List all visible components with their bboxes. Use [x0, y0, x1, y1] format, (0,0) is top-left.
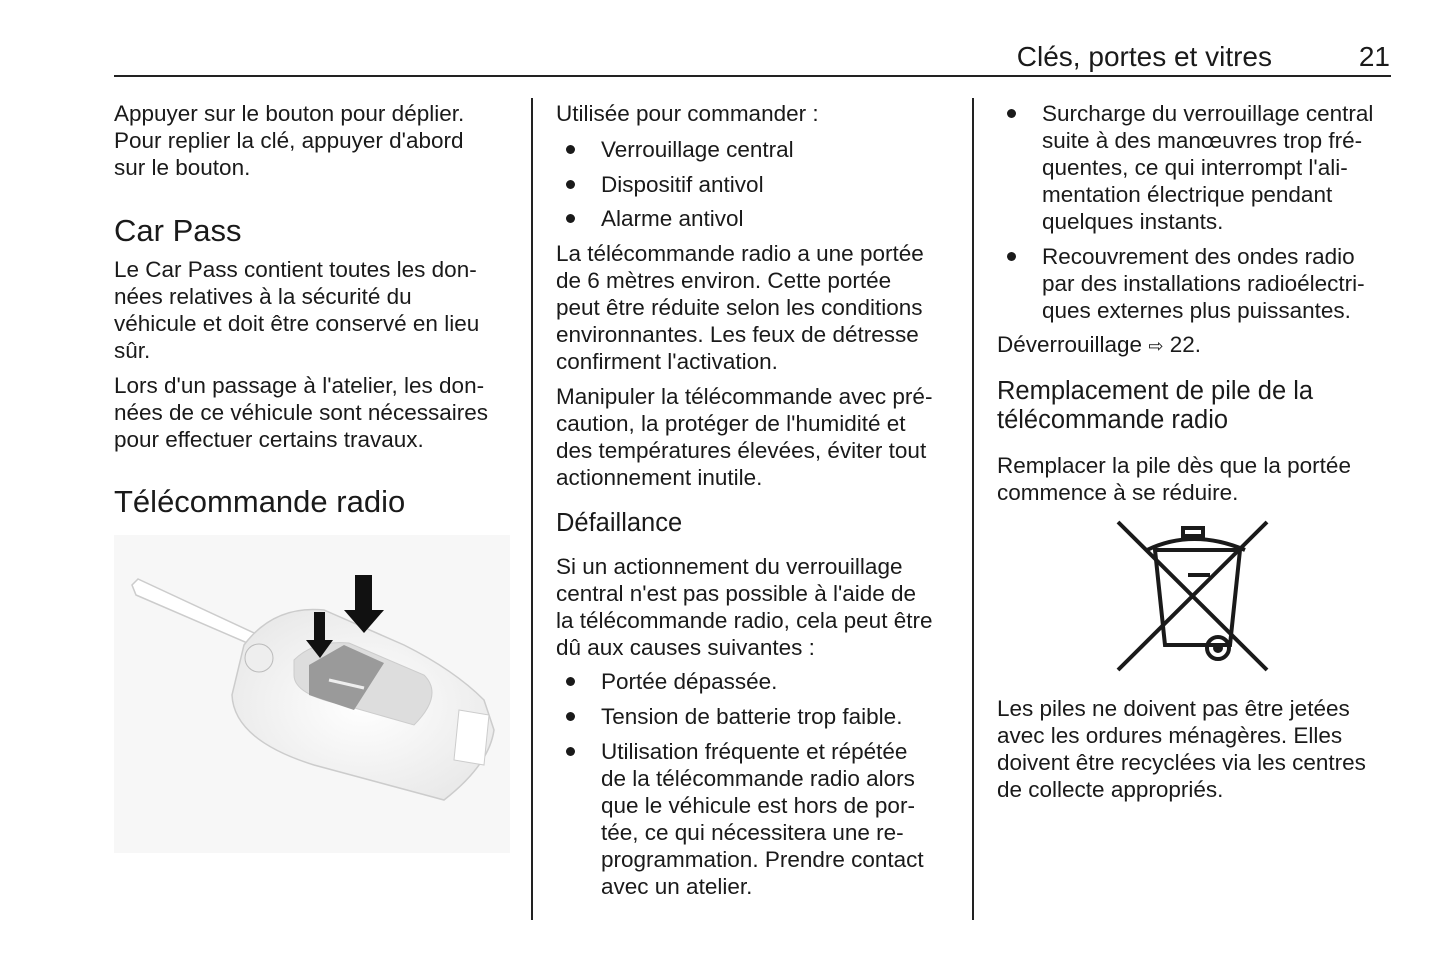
car-pass-paragraph: Le Car Pass contient toutes les don- nées relatives à la sécurité du véhicule et doit être conservé en lieu sûr.: [114, 257, 480, 363]
care-paragraph: Manipuler la télécommande avec pré- caution, la protéger de l'humidité et des températures élevées, éviter tout actionnement inutile.: [556, 384, 933, 490]
list-item: Utilisation fréquente et répétée de la télécommande radio alors que le véhicule est hors de por- tée, ce qui nécessitera une re- programmation. Prendre contact avec un atelier.: [556, 738, 924, 900]
disposal-paragraph: Les piles ne doivent pas être jetées avec les ordures ménagères. Elles doivent être recyclées via les centres de collecte appropriés.: [997, 696, 1366, 802]
intro-paragraph: Appuyer sur le bouton pour déplier. Pour replier la clé, appuyer d'abord sur le bouton.: [114, 101, 465, 180]
crossed-out-bin-icon: [1115, 520, 1271, 672]
list-item: Tension de batterie trop faible.: [556, 703, 902, 730]
unlock-reference-page: 22.: [1169, 332, 1201, 357]
column-divider: [531, 98, 533, 920]
fault-heading: Défaillance: [556, 509, 683, 537]
unlock-reference-label: Déverrouillage: [997, 332, 1143, 357]
car-pass-paragraph: Lors d'un passage à l'atelier, les don- nées de ce véhicule sont nécessaires pour effectuer certains travaux.: [114, 373, 488, 452]
list-item: Surcharge du verrouillage central suite à des manœuvres trop fré- quentes, ce qui interrompt l'ali- mentation électrique pendant quelques instants.: [997, 100, 1373, 235]
remote-control-heading: Télécommande radio: [114, 484, 406, 519]
column-divider: [972, 98, 974, 920]
list-item: Verrouillage central: [556, 136, 794, 163]
range-paragraph: La télécommande radio a une portée de 6 mètres environ. Cette portée peut être réduite selon les conditions environnantes. Les feux de détresse confirment l'activation.: [556, 241, 924, 374]
unlock-reference[interactable]: [997, 331, 1201, 360]
used-for-label: Utilisée pour commander :: [556, 101, 819, 126]
battery-paragraph: Remplacer la pile dès que la portée commence à se réduire.: [997, 453, 1351, 505]
header-rule: [114, 75, 1391, 77]
chapter-title: Clés, portes et vitres: [1016, 41, 1272, 72]
battery-replacement-heading: Remplacement de pile de la télécommande radio: [997, 377, 1314, 434]
arrow-right-icon: ⇨: [1148, 336, 1164, 356]
list-item: Dispositif antivol: [556, 171, 764, 198]
car-pass-heading: Car Pass: [114, 213, 242, 248]
list-item: Recouvrement des ondes radio par des installations radioélectri- ques externes plus puissantes.: [997, 243, 1365, 324]
page-number: 21: [1358, 41, 1390, 72]
key-fob-illustration: [114, 535, 510, 853]
list-item: Portée dépassée.: [556, 668, 777, 695]
list-item: Alarme antivol: [556, 205, 744, 232]
fault-paragraph: Si un actionnement du verrouillage central n'est pas possible à l'aide de la télécommande radio, cela peut être dû aux causes suivantes :: [556, 554, 933, 660]
